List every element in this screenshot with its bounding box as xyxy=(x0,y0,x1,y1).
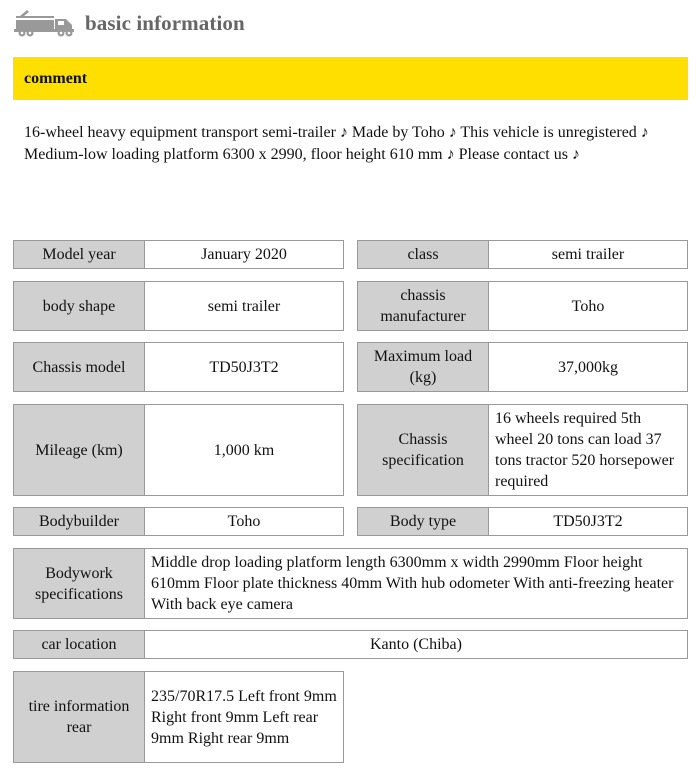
spec-body-type xyxy=(357,507,688,536)
spec-value: January 2020 xyxy=(145,241,344,269)
spec-label: car location xyxy=(14,631,145,659)
spec-value: Kanto (Chiba) xyxy=(145,631,688,659)
spec-value: TD50J3T2 xyxy=(489,508,688,536)
spec-label: tire information rear xyxy=(14,672,145,763)
spec-label: Chassis model xyxy=(14,343,145,392)
spec-value: TD50J3T2 xyxy=(145,343,344,392)
comment-heading: comment xyxy=(24,69,88,87)
spec-chassis-model xyxy=(13,342,344,392)
spec-value: 16 wheels required 5th wheel 20 tons can load 37 tons tractor 520 horsepower required xyxy=(489,405,688,496)
section-header xyxy=(14,8,245,38)
spec-value: 1,000 km xyxy=(145,405,344,496)
spec-value: Toho xyxy=(145,508,344,536)
spec-label: class xyxy=(358,241,489,269)
spec-car-location xyxy=(13,630,688,659)
spec-mileage xyxy=(13,404,344,496)
spec-value: Middle drop loading platform length 6300mm x width 2990mm Floor height 610mm Floor plate thickness 40mm With hub odometer With anti-freezing heater With back eye camera xyxy=(145,549,688,619)
spec-value: 235/70R17.5 Left front 9mm Right front 9mm Left rear 9mm Right rear 9mm xyxy=(145,672,344,763)
spec-label: Maximum load (kg) xyxy=(358,343,489,392)
spec-model-year xyxy=(13,240,344,269)
section-title: basic information xyxy=(85,10,245,35)
spec-body-shape xyxy=(13,281,344,331)
spec-label: Bodybuilder xyxy=(14,508,145,536)
spec-label: Body type xyxy=(358,508,489,536)
spec-label: body shape xyxy=(14,282,145,331)
spec-class xyxy=(357,240,688,269)
spec-value: Toho xyxy=(489,282,688,331)
truck-icon xyxy=(14,9,74,37)
spec-label: Model year xyxy=(14,241,145,269)
spec-bodywork-specifications xyxy=(13,548,688,619)
spec-value: 37,000kg xyxy=(489,343,688,392)
spec-label: Bodywork specifications xyxy=(14,549,145,619)
comment-text: 16-wheel heavy equipment transport semi-trailer ♪ Made by Toho ♪ This vehicle is unregistered ♪ Medium-low loading platform 6300 x 2990, floor height 610 mm ♪ Please contact us ♪ xyxy=(24,124,649,163)
spec-tire-information xyxy=(13,671,344,763)
comment-heading-bar xyxy=(13,57,688,100)
spec-chassis-specification xyxy=(357,404,688,496)
spec-bodybuilder xyxy=(13,507,344,536)
spec-chassis-manufacturer xyxy=(357,281,688,331)
spec-label: chassis manufacturer xyxy=(358,282,489,331)
spec-value: semi trailer xyxy=(489,241,688,269)
spec-value: semi trailer xyxy=(145,282,344,331)
spec-label: Mileage (km) xyxy=(14,405,145,496)
spec-label: Chassis specification xyxy=(358,405,489,496)
spec-maximum-load xyxy=(357,342,688,392)
